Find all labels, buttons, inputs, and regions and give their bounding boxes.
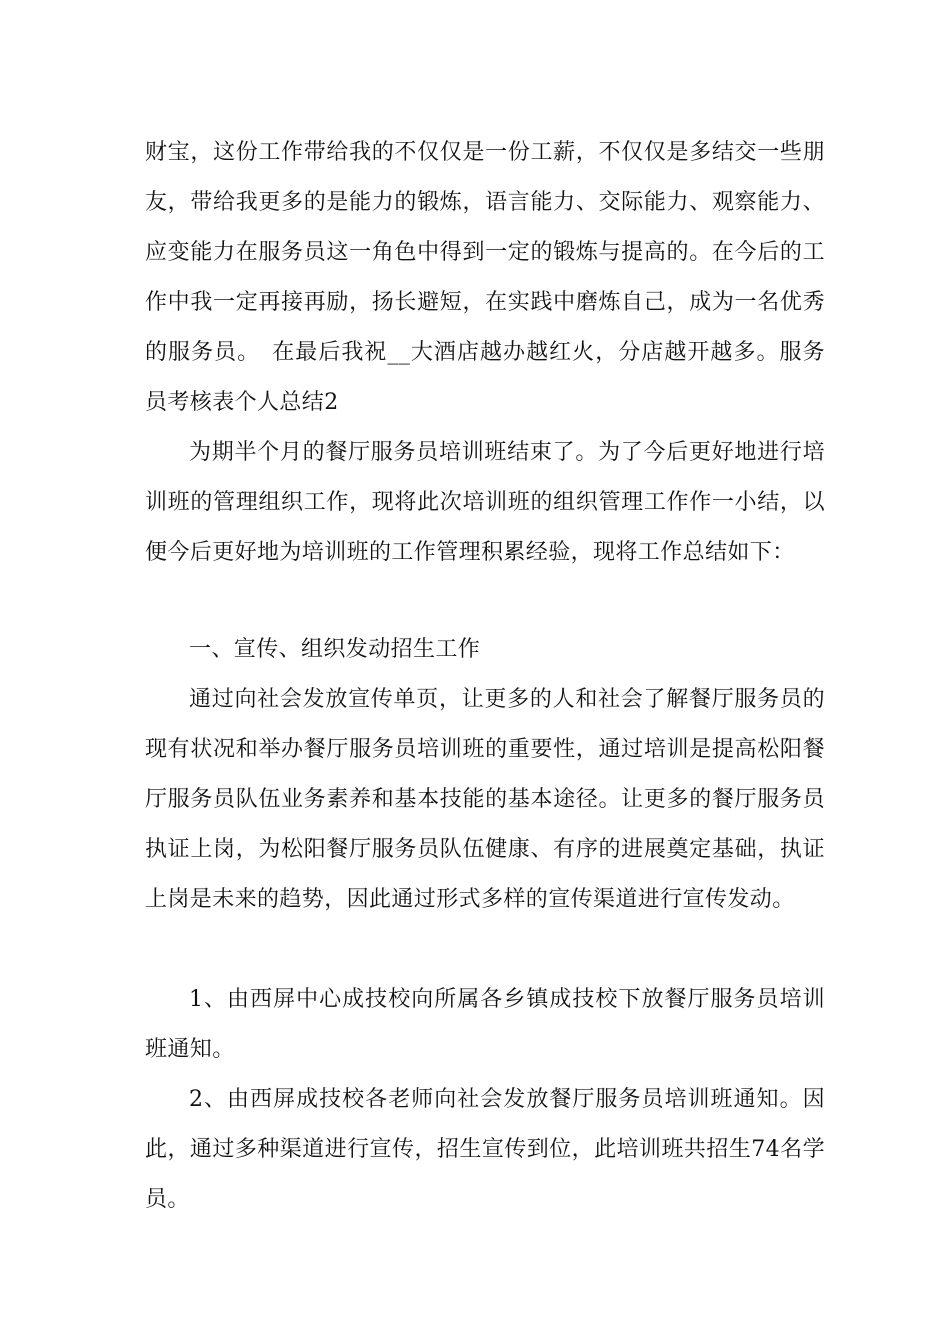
- paragraph-closing: 财宝，这份工作带给我的不仅仅是一份工薪，不仅仅是多结交一些朋友，带给我更多的是能力的锻炼，语言能力、交际能力、观察能力、应变能力在服务员这一角色中得到一定的锻炼与提高的。在今后的工作中我一定再接再励，扬长避短，在实践中磨炼自己，成为一名优秀的服务员。 在最后我祝__大酒店越办越红火，分店越开越多。服务员考核表个人总结2: [145, 140, 825, 415]
- list-item-1: 1、由西屏中心成技校向所属各乡镇成技校下放餐厅服务员培训班通知。: [145, 987, 825, 1062]
- section-heading-1: 一、宣传、组织发动招生工作: [189, 637, 481, 662]
- paragraph-intro: 为期半个月的餐厅服务员培训班结束了。为了今后更好地进行培训班的管理组织工作，现将此次培训班的组织管理工作作一小结，以便今后更好地为培训班的工作管理积累经验，现将工作总结如下：: [145, 440, 825, 565]
- list-item-2: 2、由西屏成技校各老师向社会发放餐厅服务员培训班通知。因此，通过多种渠道进行宣传，招生宣传到位，此培训班共招生74名学员。: [145, 1087, 825, 1212]
- paragraph-publicity: 通过向社会发放宣传单页，让更多的人和社会了解餐厅服务员的现有状况和举办餐厅服务员培训班的重要性，通过培训是提高松阳餐厅服务员队伍业务素养和基本技能的基本途径。让更多的餐厅服务员执证上岗，为松阳餐厅服务员队伍健康、有序的进展奠定基础，执证上岗是未来的趋势，因此通过形式多样的宣传渠道进行宣传发动。: [145, 687, 825, 912]
